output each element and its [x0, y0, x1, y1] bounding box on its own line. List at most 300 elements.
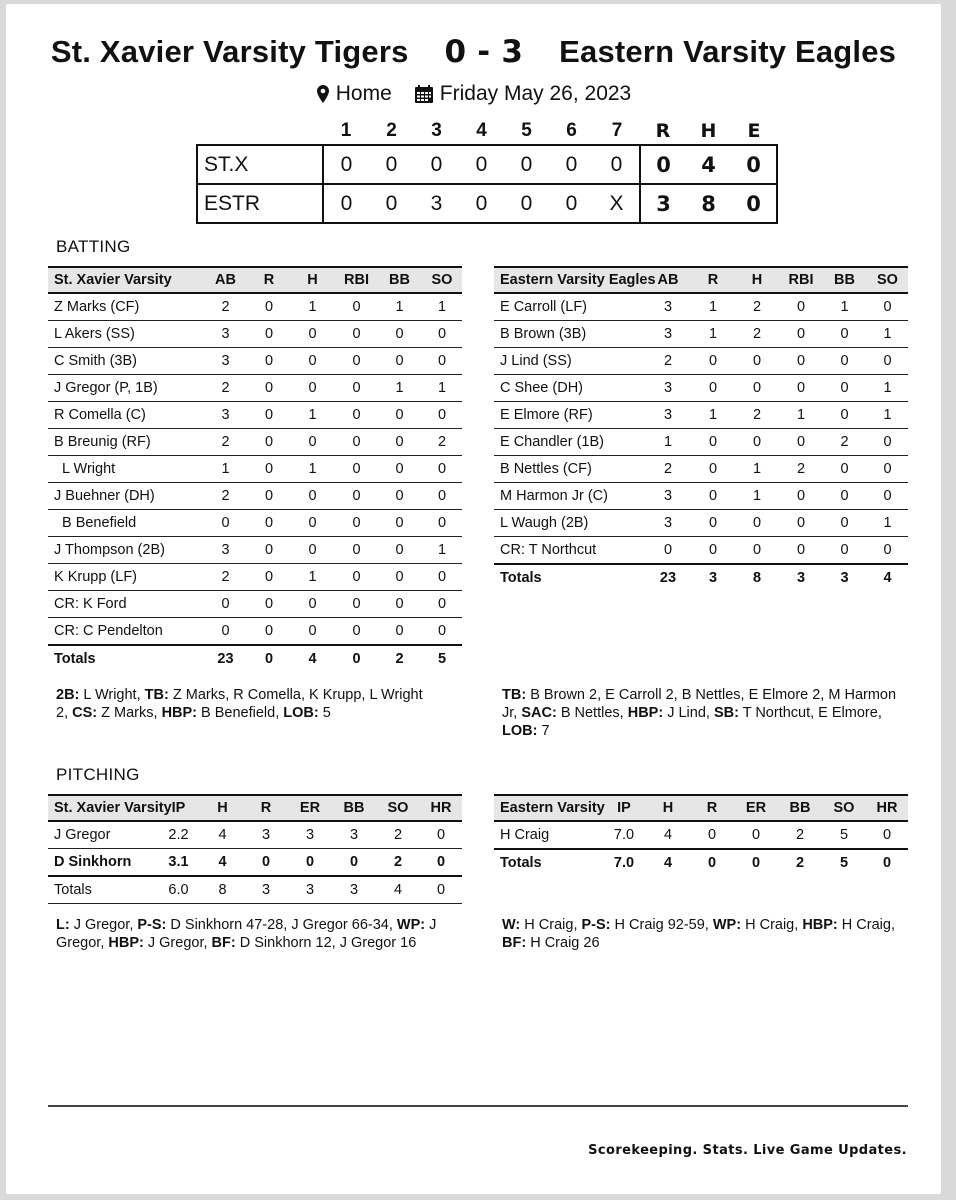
runs-total: 3: [656, 191, 671, 216]
stat-value: 0: [336, 429, 377, 456]
stat-value: 3: [202, 321, 249, 348]
player-name: E Chandler (1B): [494, 429, 644, 456]
stat-row: [494, 537, 908, 565]
totals-value: 4: [867, 564, 908, 591]
player-name: K Krupp (LF): [48, 564, 202, 591]
stat-value: 0: [336, 618, 377, 646]
game-info: [6, 82, 941, 106]
note-text: J Gregor,: [143, 935, 212, 951]
stat-value: 0: [336, 402, 377, 429]
stat-value: 0: [377, 537, 422, 564]
player-name: L Waugh (2B): [494, 510, 644, 537]
player-name: CR: K Ford: [48, 591, 202, 618]
player-name: L Akers (SS): [48, 321, 202, 348]
player-name: CR: C Pendelton: [48, 618, 202, 646]
stat-value: 0: [377, 321, 422, 348]
col-header: HR: [876, 800, 898, 816]
stat-value: 0: [289, 429, 336, 456]
note-label: WP:: [712, 917, 742, 933]
stat-value: 3: [202, 537, 249, 564]
stat-value: 0: [336, 456, 377, 483]
home-pitching-table: [494, 794, 908, 876]
stat-value: 1: [377, 293, 422, 321]
stat-row: [48, 456, 462, 483]
stat-value: 0: [692, 510, 734, 537]
stat-value: 1: [780, 402, 822, 429]
stat-value: 0: [289, 321, 336, 348]
note-text: Z Marks,: [97, 705, 162, 721]
note-label: TB:: [502, 687, 527, 703]
stat-value: 0: [822, 510, 867, 537]
note-label: LOB:: [283, 705, 319, 721]
stat-value: 3: [644, 321, 692, 348]
stat-row: [48, 429, 462, 456]
totals-value: 0: [336, 645, 377, 672]
errors-total: 0: [731, 145, 777, 184]
col-header: H: [751, 272, 763, 288]
stat-value: 0: [336, 321, 377, 348]
player-name: B Benefield: [48, 510, 202, 537]
stat-value: 0: [780, 375, 822, 402]
stat-value: 3: [244, 821, 288, 849]
totals-value: 4: [289, 645, 336, 672]
totals-row: [494, 849, 908, 876]
note-text: 7: [537, 723, 550, 739]
col-header: R: [263, 272, 275, 288]
stat-value: 0: [289, 348, 336, 375]
stat-value: 3: [202, 348, 249, 375]
stat-value: 1: [289, 402, 336, 429]
stat-value: 0: [249, 348, 289, 375]
stat-value: 3: [288, 821, 332, 849]
note-text: D Sinkhorn 12, J Gregor 16: [235, 935, 417, 951]
player-name: J Gregor: [48, 821, 156, 849]
away-batting-table: [48, 266, 462, 672]
pitching-team-header: St. Xavier Varsity: [54, 800, 172, 816]
stat-row: [48, 348, 462, 375]
stat-value: 0: [202, 618, 249, 646]
totals-value: 0: [420, 876, 462, 904]
stat-value: 2: [644, 456, 692, 483]
stat-value: 0: [289, 618, 336, 646]
stat-value: 2: [644, 348, 692, 375]
note-label: BF:: [502, 935, 527, 951]
stat-value: 0: [867, 429, 908, 456]
stat-value: 3: [202, 402, 249, 429]
totals-label: Totals: [494, 849, 602, 876]
stat-value: 0: [692, 456, 734, 483]
player-name: B Brown (3B): [494, 321, 644, 348]
stat-row: [48, 591, 462, 618]
stat-row: [494, 402, 908, 429]
inning-score: 0: [385, 152, 398, 176]
stat-value: 0: [422, 456, 462, 483]
stat-value: 0: [867, 537, 908, 565]
stat-value: 0: [289, 375, 336, 402]
stat-value: 2: [202, 293, 249, 321]
stat-value: 0: [249, 618, 289, 646]
stat-value: 1: [867, 510, 908, 537]
stat-value: 0: [336, 564, 377, 591]
stat-value: 0: [336, 375, 377, 402]
col-header: IP: [171, 800, 186, 816]
runs-total: 0: [656, 152, 671, 177]
totals-value: 0: [734, 849, 778, 876]
stat-value: 0: [422, 483, 462, 510]
stat-value: 3: [644, 483, 692, 510]
player-name: Z Marks (CF): [48, 293, 202, 321]
player-name: C Smith (3B): [48, 348, 202, 375]
stat-value: 0: [734, 375, 780, 402]
stat-row: [494, 821, 908, 849]
note-label: SAC:: [521, 705, 557, 721]
stat-row: [48, 537, 462, 564]
stat-value: 1: [422, 537, 462, 564]
stat-row: [48, 821, 462, 849]
line-score-row: [197, 184, 777, 223]
totals-row: [48, 645, 462, 672]
stat-value: 2: [376, 849, 420, 877]
stat-value: 4: [201, 821, 244, 849]
hits-total: 4: [701, 152, 716, 177]
stat-row: [48, 849, 462, 877]
stat-value: 0: [249, 321, 289, 348]
stat-value: 0: [644, 537, 692, 565]
col-header: BB: [389, 272, 410, 288]
note-text: Z Marks, R Comella, K Krupp, L Wright 2,: [56, 687, 423, 721]
stat-value: 0: [867, 483, 908, 510]
stat-value: 0: [332, 849, 376, 877]
box-score-page: [6, 4, 941, 1194]
note-text: B Brown 2, E Carroll 2, B Nettles, E Elmore 2, M Harmon Jr,: [502, 687, 897, 721]
stat-value: 2: [422, 429, 462, 456]
inning-score: 0: [385, 191, 398, 215]
note-label: HBP:: [161, 705, 198, 721]
stat-value: 0: [244, 849, 288, 877]
note-text: J Gregor,: [69, 917, 138, 933]
totals-value: 0: [866, 849, 908, 876]
stat-value: 0: [249, 429, 289, 456]
col-header: SO: [431, 272, 453, 288]
stat-value: 0: [377, 510, 422, 537]
totals-value: 0: [690, 849, 734, 876]
totals-value: 3: [244, 876, 288, 904]
stat-value: 0: [249, 537, 289, 564]
stat-value: 0: [822, 402, 867, 429]
stat-value: 0: [734, 821, 778, 849]
inning-score: 0: [340, 152, 353, 176]
player-name: J Gregor (P, 1B): [48, 375, 202, 402]
note-label: W:: [502, 917, 521, 933]
player-name: M Harmon Jr (C): [494, 483, 644, 510]
col-header: SO: [877, 272, 898, 288]
inning-3-header: 3: [431, 120, 442, 141]
pitching-team-header: Eastern Varsity: [500, 800, 605, 816]
inning-score: 0: [475, 152, 488, 176]
line-score-header: [197, 118, 777, 145]
stat-value: 0: [249, 293, 289, 321]
stat-row: [48, 402, 462, 429]
team-abbr: ESTR: [197, 184, 323, 223]
stat-value: 0: [289, 591, 336, 618]
stat-value: 0: [692, 483, 734, 510]
note-label: TB:: [144, 687, 169, 703]
stat-value: 0: [422, 321, 462, 348]
player-name: C Shee (DH): [494, 375, 644, 402]
inning-2-header: 2: [386, 120, 397, 141]
stat-value: 0: [420, 821, 462, 849]
pitching-section-title: PITCHING: [56, 765, 140, 784]
stat-value: 4: [646, 821, 690, 849]
stat-row: [494, 483, 908, 510]
final-score: 0 - 3: [444, 34, 524, 70]
stat-value: 0: [249, 591, 289, 618]
player-name: B Breunig (RF): [48, 429, 202, 456]
player-name: R Comella (C): [48, 402, 202, 429]
col-header: SO: [387, 800, 409, 816]
stat-value: 0: [780, 293, 822, 321]
note-text: H Craig 92-59,: [610, 917, 713, 933]
stat-value: 1: [422, 293, 462, 321]
stat-value: 0: [692, 375, 734, 402]
hits-header: H: [700, 120, 717, 142]
player-name: H Craig: [494, 821, 602, 849]
note-text: H Craig 26: [526, 935, 600, 951]
home-team-name: Eastern Varsity Eagles: [559, 34, 897, 69]
game-header: [6, 34, 941, 70]
stat-value: 0: [377, 483, 422, 510]
stat-row: [48, 510, 462, 537]
col-header: BB: [834, 272, 855, 288]
stat-value: 0: [336, 510, 377, 537]
stat-value: 0: [336, 591, 377, 618]
stat-value: 0: [822, 537, 867, 565]
stat-value: 0: [422, 402, 462, 429]
inning-1-header: 1: [340, 120, 352, 141]
stat-value: 0: [690, 821, 734, 849]
stat-value: 0: [336, 483, 377, 510]
stat-value: 2: [734, 402, 780, 429]
stat-value: 0: [249, 456, 289, 483]
player-name: D Sinkhorn: [48, 849, 156, 877]
stat-value: 0: [377, 618, 422, 646]
player-name: J Lind (SS): [494, 348, 644, 375]
totals-value: 2: [778, 849, 822, 876]
note-label: BF:: [211, 935, 236, 951]
stat-row: [494, 456, 908, 483]
stat-value: 0: [377, 429, 422, 456]
stat-value: 1: [867, 375, 908, 402]
stat-value: 0: [867, 293, 908, 321]
errors-total: 0: [731, 184, 777, 223]
stat-value: 4: [201, 849, 244, 877]
stat-value: 1: [734, 456, 780, 483]
stat-value: 0: [249, 564, 289, 591]
away-pitching-table: [48, 794, 462, 904]
note-text: B Benefield,: [197, 705, 284, 721]
stat-row: [494, 429, 908, 456]
totals-value: 3: [332, 876, 376, 904]
stat-value: 1: [377, 375, 422, 402]
stat-value: 0: [734, 429, 780, 456]
totals-value: 4: [646, 849, 690, 876]
stat-value: 1: [289, 564, 336, 591]
totals-value: 7.0: [602, 849, 646, 876]
stat-value: 0: [734, 510, 780, 537]
stat-value: 0: [289, 510, 336, 537]
player-name: E Carroll (LF): [494, 293, 644, 321]
home-pitching-notes: [502, 916, 912, 952]
totals-label: Totals: [48, 645, 202, 672]
note-label: HBP:: [108, 935, 144, 951]
stat-value: 0: [780, 321, 822, 348]
away-team-name: St. Xavier Varsity Tigers: [50, 34, 409, 69]
stat-row: [494, 348, 908, 375]
inning-score: X: [594, 184, 640, 223]
stat-value: 0: [336, 348, 377, 375]
inning-5-header: 5: [521, 120, 532, 141]
footer-tagline: Scorekeeping. Stats. Live Game Updates.: [588, 1143, 907, 1158]
inning-score: 0: [340, 191, 353, 215]
stat-value: 0: [422, 618, 462, 646]
stat-value: 0: [422, 348, 462, 375]
stat-value: 0: [336, 537, 377, 564]
totals-row: [48, 876, 462, 904]
line-score-table: [196, 118, 778, 224]
col-header: AB: [657, 272, 679, 288]
stat-value: 1: [422, 375, 462, 402]
inning-score: 0: [594, 145, 640, 184]
game-location: [316, 82, 392, 106]
totals-value: 4: [376, 876, 420, 904]
note-text: H Craig,: [741, 917, 803, 933]
totals-value: 23: [644, 564, 692, 591]
note-text: T Northcut, E Elmore,: [738, 705, 882, 721]
stat-value: 0: [289, 537, 336, 564]
stat-value: 0: [377, 591, 422, 618]
note-label: P-S:: [137, 917, 167, 933]
col-header: SO: [833, 800, 855, 816]
player-name: CR: T Northcut: [494, 537, 644, 565]
stat-value: 1: [289, 293, 336, 321]
stat-value: 0: [377, 456, 422, 483]
stat-value: 3.1: [156, 849, 201, 877]
away-pitching-notes: [56, 916, 456, 952]
note-text: L Wright,: [79, 687, 145, 703]
col-header: H: [217, 800, 228, 816]
stat-value: 0: [780, 510, 822, 537]
stat-value: 0: [377, 564, 422, 591]
stat-value: 0: [249, 375, 289, 402]
inning-score: 0: [520, 152, 533, 176]
stat-value: 1: [867, 321, 908, 348]
stat-value: 0: [422, 510, 462, 537]
col-header: R: [707, 272, 719, 288]
stat-value: 0: [822, 321, 867, 348]
stat-value: 1: [867, 402, 908, 429]
stat-value: 2: [202, 375, 249, 402]
col-header: BB: [789, 800, 811, 816]
note-label: LOB:: [502, 723, 538, 739]
stat-value: 2: [376, 821, 420, 849]
stat-value: 0: [202, 591, 249, 618]
inning-score: 0: [565, 191, 578, 215]
stat-value: 0: [202, 510, 249, 537]
totals-value: 3: [822, 564, 867, 591]
inning-4-header: 4: [476, 120, 487, 141]
col-header: IP: [617, 800, 631, 816]
note-label: CS:: [72, 705, 98, 721]
col-header: RBI: [788, 272, 814, 288]
line-score-row: [197, 145, 777, 184]
stat-value: 0: [822, 348, 867, 375]
col-header: RBI: [344, 272, 369, 288]
stat-value: 2.2: [156, 821, 201, 849]
stat-row: [48, 321, 462, 348]
note-text: H Craig,: [837, 917, 895, 933]
batting-team-header: St. Xavier Varsity: [54, 272, 172, 288]
note-label: P-S:: [581, 917, 611, 933]
inning-score: 0: [430, 152, 443, 176]
stat-value: 0: [780, 429, 822, 456]
player-name: B Nettles (CF): [494, 456, 644, 483]
stat-value: 0: [249, 510, 289, 537]
stat-row: [494, 375, 908, 402]
stat-row: [48, 483, 462, 510]
away-batting-notes: [56, 686, 436, 722]
note-text: B Nettles,: [556, 705, 628, 721]
col-header: R: [260, 800, 272, 816]
player-name: L Wright: [48, 456, 202, 483]
stat-row: [48, 618, 462, 646]
note-text: 5: [318, 705, 331, 721]
col-header: H: [662, 800, 674, 816]
batting-section-title: BATTING: [56, 237, 131, 256]
stat-value: 0: [780, 483, 822, 510]
team-abbr: ST.X: [197, 145, 323, 184]
inning-score: 0: [520, 191, 533, 215]
stat-value: 0: [289, 483, 336, 510]
stat-value: 0: [780, 537, 822, 565]
inning-score: 0: [565, 152, 578, 176]
location-label: Home: [335, 82, 392, 105]
stat-value: 0: [692, 429, 734, 456]
stat-value: 2: [822, 429, 867, 456]
totals-value: 5: [822, 849, 866, 876]
stat-value: 3: [644, 293, 692, 321]
stat-value: 0: [692, 348, 734, 375]
inning-6-header: 6: [566, 120, 577, 141]
stat-value: 0: [867, 456, 908, 483]
stat-value: 0: [866, 821, 908, 849]
col-header: ER: [745, 800, 767, 816]
stat-value: 2: [202, 483, 249, 510]
note-label: WP:: [396, 917, 426, 933]
totals-value: 3: [780, 564, 822, 591]
stat-value: 1: [202, 456, 249, 483]
col-header: BB: [343, 800, 365, 816]
player-name: J Buehner (DH): [48, 483, 202, 510]
stat-value: 1: [644, 429, 692, 456]
totals-value: 8: [734, 564, 780, 591]
calendar-icon: [414, 84, 434, 104]
stat-value: 3: [644, 510, 692, 537]
runs-header: R: [655, 120, 671, 142]
stat-value: 2: [780, 456, 822, 483]
stat-value: 1: [822, 293, 867, 321]
stat-value: 0: [422, 591, 462, 618]
stat-value: 0: [288, 849, 332, 877]
